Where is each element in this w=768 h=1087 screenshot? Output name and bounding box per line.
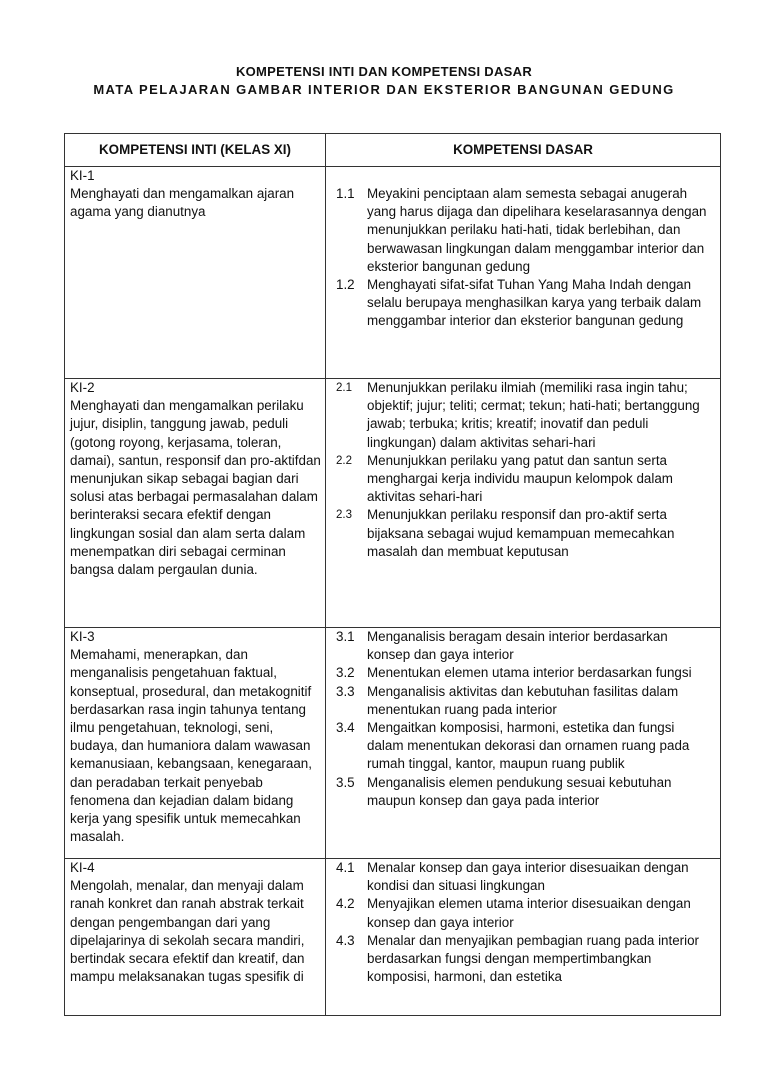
table-row: [65, 628, 721, 859]
kd-item: [331, 664, 712, 682]
ki-cell: [65, 628, 326, 859]
kd-text: Menganalisis elemen pendukung sesuai kebutuhan maupun konsep dan gaya pada interior: [367, 774, 672, 808]
table-row: [65, 167, 721, 379]
ki-cell: [65, 379, 326, 628]
kd-item: [331, 683, 712, 719]
kd-number: 1.1: [336, 186, 355, 201]
kd-text: Menalar dan menyajikan pembagian ruang pada interior berdasarkan fungsi dengan mempertimbangkan komposisi, harmoni, dan estetika: [367, 932, 700, 985]
kd-text: Menyajikan elemen utama interior disesuaikan dengan konsep dan gaya interior: [367, 896, 691, 930]
kd-number: 2.3: [336, 509, 352, 522]
kd-number: 4.2: [336, 896, 355, 912]
kd-text: Menentukan elemen utama interior berdasarkan fungsi: [367, 665, 692, 681]
kd-number: 3.5: [336, 774, 355, 790]
competency-table: [64, 133, 721, 1016]
document-subtitle: MATA PELAJARAN GAMBAR INTERIOR DAN EKSTERIOR BANGUNAN GEDUNG: [93, 82, 675, 97]
header-kompetensi-dasar: KOMPETENSI DASAR: [326, 134, 721, 167]
kd-number: 1.2: [336, 277, 355, 293]
kd-item: [331, 276, 712, 331]
kd-number: 3.3: [336, 683, 355, 699]
ki-text: Mengolah, menalar, dan menyaji dalam ranah konkret dan ranah abstrak terkait dengan pengembangan dari yang dipelajarinya di sekolah secara mandiri, bertindak secara efektif dan kreatif, dan mampu melaksanakan tugas spesifik di: [70, 878, 305, 985]
table-row: [65, 859, 721, 1016]
ki-code: KI-1: [70, 168, 95, 183]
ki-text: Menghayati dan mengamalkan perilaku jujur, disiplin, tanggung jawab, peduli (gotong royong, kerjasama, toleran, damai), santun, responsif dan pro-aktifdan menunjukan sikap sebagai bagian dari solusi atas berbagai permasalahan dalam berinteraksi secara efektif dengan lingkungan sosial dan alam serta dalam menempatkan diri sebagai cerminan bangsa dalam pergaulan dunia.: [70, 398, 321, 578]
kd-cell: [326, 859, 721, 1016]
kd-item: [331, 379, 712, 452]
kd-item: [331, 185, 712, 276]
ki-code: KI-4: [70, 860, 95, 875]
ki-cell: [65, 167, 326, 379]
kd-item: [331, 628, 712, 664]
ki-cell: [65, 859, 326, 1016]
kd-number: 2.2: [336, 454, 352, 467]
kd-cell: [326, 167, 721, 379]
ki-code: KI-2: [70, 380, 95, 395]
kd-item: [331, 774, 712, 810]
table-row: [65, 379, 721, 628]
kd-item: [331, 719, 712, 774]
kd-text: Menunjukkan perilaku ilmiah (memiliki rasa ingin tahu; objektif; jujur; teliti; cermat; tekun; hati-hati; bertanggung jawab; terbuka; kritis; kreatif; inovatif dan peduli lingkungan) dalam aktivitas sehari-hari: [367, 380, 700, 450]
kd-item: [331, 452, 712, 507]
kd-item: [331, 895, 712, 931]
kd-item: [331, 859, 712, 895]
kd-text: Menganalisis aktivitas dan kebutuhan fasilitas dalam menentukan ruang pada interior: [367, 683, 679, 717]
kd-item: [331, 932, 712, 987]
kd-cell: [326, 628, 721, 859]
ki-text: Menghayati dan mengamalkan ajaran agama yang dianutnya: [70, 186, 295, 220]
kd-text: Menghayati sifat-sifat Tuhan Yang Maha Indah dengan selalu berupaya menghasilkan karya yang terbaik dalam menggambar interior dan eksterior bangunan gedung: [367, 277, 702, 329]
kd-text: Mengaitkan komposisi, harmoni, estetika dan fungsi dalam menentukan dekorasi dan ornamen ruang pada rumah tinggal, kantor, maupun ruang publik: [367, 720, 690, 772]
kd-number: 3.4: [336, 720, 355, 736]
kd-cell: [326, 379, 721, 628]
ki-text: Memahami, menerapkan, dan menganalisis pengetahuan faktual, konseptual, prosedural, dan metakognitif berdasarkan rasa ingin tahunya tentang ilmu pengetahuan, teknologi, seni, budaya, dan humaniora dalam wawasan kemanusiaan, kebangsaan, kenegaraan, dan peradaban terkait penyebab fenomena dan kejadian dalam bidang kerja yang spesifik untuk memecahkan masalah.: [70, 647, 312, 845]
document-title: KOMPETENSI INTI DAN KOMPETENSI DASAR: [235, 64, 533, 79]
kd-item: [331, 506, 712, 561]
table-header-row: [65, 134, 721, 167]
kd-number: 2.1: [336, 382, 352, 394]
kd-text: Menganalisis beragam desain interior berdasarkan konsep dan gaya interior: [367, 629, 668, 663]
kd-text: Menalar konsep dan gaya interior disesuaikan dengan kondisi dan situasi lingkungan: [367, 860, 689, 894]
kd-number: 4.3: [336, 932, 355, 948]
kd-text: Menunjukkan perilaku responsif dan pro-aktif serta bijaksana sebagai wujud kemampuan memecahkan masalah dan membuat keputusan: [367, 507, 675, 559]
kd-number: 3.1: [336, 629, 355, 644]
header-kompetensi-inti: KOMPETENSI INTI (KELAS XI): [65, 134, 326, 167]
kd-text: Meyakini penciptaan alam semesta sebagai anugerah yang harus dijaga dan dipelihara keselarasannya dengan menunjukkan perilaku hati-hati, tidak berlebihan, dan berwawasan lingkungan dalam menggambar interior dan eksterior bangunan gedung: [367, 186, 707, 274]
kd-number: 4.1: [336, 860, 355, 875]
kd-number: 3.2: [336, 665, 355, 681]
ki-code: KI-3: [70, 629, 95, 644]
kd-text: Menunjukkan perilaku yang patut dan santun serta menghargai kerja individu maupun kelompok dalam aktivitas sehari-hari: [367, 452, 673, 505]
